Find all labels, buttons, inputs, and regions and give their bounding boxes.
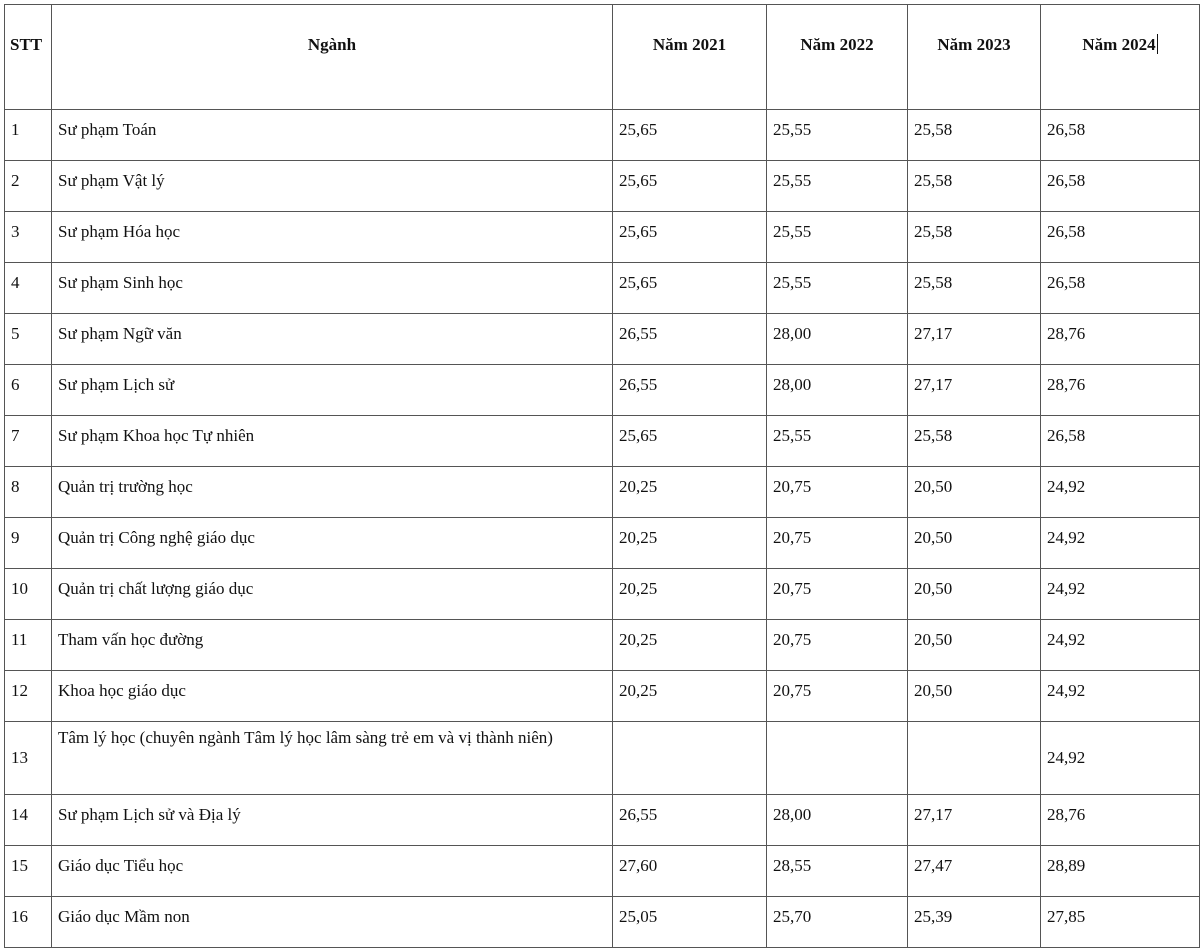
table-row bbox=[5, 467, 1200, 518]
cell-year-2024: 28,89 bbox=[1041, 846, 1200, 897]
cell-year-2023: 25,58 bbox=[908, 263, 1041, 314]
cell-nganh: Sư phạm Lịch sử và Địa lý bbox=[52, 795, 613, 846]
cell-year-2024: 24,92 bbox=[1041, 518, 1200, 569]
cell-year-2023: 27,47 bbox=[908, 846, 1041, 897]
cell-year-2024: 26,58 bbox=[1041, 263, 1200, 314]
table-row bbox=[5, 671, 1200, 722]
cell-year-2024: 28,76 bbox=[1041, 314, 1200, 365]
cell-nganh: Quản trị chất lượng giáo dục bbox=[52, 569, 613, 620]
cell-year-2022: 25,55 bbox=[767, 161, 908, 212]
cell-year-2024: 26,58 bbox=[1041, 212, 1200, 263]
cell-year-2021: 25,65 bbox=[613, 161, 767, 212]
cell-nganh: Giáo dục Tiểu học bbox=[52, 846, 613, 897]
cell-year-2022: 25,55 bbox=[767, 416, 908, 467]
cell-year-2021: 26,55 bbox=[613, 795, 767, 846]
cell-year-2022: 25,55 bbox=[767, 110, 908, 161]
cell-nganh: Sư phạm Hóa học bbox=[52, 212, 613, 263]
cell-stt: 11 bbox=[5, 620, 52, 671]
cell-year-2024: 28,76 bbox=[1041, 365, 1200, 416]
cell-year-2021: 26,55 bbox=[613, 365, 767, 416]
cell-year-2023: 20,50 bbox=[908, 620, 1041, 671]
cell-nganh: Sư phạm Lịch sử bbox=[52, 365, 613, 416]
cell-stt: 7 bbox=[5, 416, 52, 467]
cell-nganh: Tham vấn học đường bbox=[52, 620, 613, 671]
header-nganh: Ngành bbox=[52, 5, 613, 110]
cell-year-2022: 25,55 bbox=[767, 212, 908, 263]
cell-nganh: Sư phạm Khoa học Tự nhiên bbox=[52, 416, 613, 467]
cell-stt: 10 bbox=[5, 569, 52, 620]
cell-year-2022: 28,00 bbox=[767, 365, 908, 416]
cell-year-2021: 25,05 bbox=[613, 897, 767, 948]
cell-nganh: Sư phạm Sinh học bbox=[52, 263, 613, 314]
header-year-2022: Năm 2022 bbox=[767, 5, 908, 110]
table-row bbox=[5, 846, 1200, 897]
cell-year-2023: 25,39 bbox=[908, 897, 1041, 948]
cell-year-2024: 27,85 bbox=[1041, 897, 1200, 948]
cell-year-2024: 24,92 bbox=[1041, 569, 1200, 620]
cell-year-2024: 24,92 bbox=[1041, 722, 1200, 795]
cell-stt: 12 bbox=[5, 671, 52, 722]
cell-year-2024: 26,58 bbox=[1041, 110, 1200, 161]
cell-year-2023: 25,58 bbox=[908, 110, 1041, 161]
cell-year-2024: 24,92 bbox=[1041, 467, 1200, 518]
cell-year-2024: 24,92 bbox=[1041, 620, 1200, 671]
cell-year-2023: 20,50 bbox=[908, 569, 1041, 620]
cell-year-2022: 20,75 bbox=[767, 620, 908, 671]
table-row bbox=[5, 416, 1200, 467]
cell-year-2022: 28,55 bbox=[767, 846, 908, 897]
table-row bbox=[5, 569, 1200, 620]
table-row bbox=[5, 897, 1200, 948]
cell-year-2023: 20,50 bbox=[908, 467, 1041, 518]
cell-stt: 15 bbox=[5, 846, 52, 897]
header-stt: STT bbox=[5, 5, 52, 110]
cell-year-2023: 25,58 bbox=[908, 212, 1041, 263]
cell-year-2023: 20,50 bbox=[908, 518, 1041, 569]
cell-stt: 4 bbox=[5, 263, 52, 314]
cell-nganh: Sư phạm Ngữ văn bbox=[52, 314, 613, 365]
cell-stt: 9 bbox=[5, 518, 52, 569]
cell-year-2024: 26,58 bbox=[1041, 416, 1200, 467]
header-row bbox=[5, 5, 1200, 110]
cell-year-2023: 27,17 bbox=[908, 795, 1041, 846]
table-row bbox=[5, 365, 1200, 416]
cell-year-2021: 20,25 bbox=[613, 569, 767, 620]
cell-year-2023: 27,17 bbox=[908, 314, 1041, 365]
table-row bbox=[5, 620, 1200, 671]
cell-stt: 5 bbox=[5, 314, 52, 365]
table-row bbox=[5, 161, 1200, 212]
table-row bbox=[5, 212, 1200, 263]
cell-year-2021: 20,25 bbox=[613, 518, 767, 569]
cell-stt: 2 bbox=[5, 161, 52, 212]
cell-year-2022: 20,75 bbox=[767, 518, 908, 569]
cell-year-2022: 28,00 bbox=[767, 314, 908, 365]
table-row bbox=[5, 722, 1200, 795]
cell-stt: 6 bbox=[5, 365, 52, 416]
cell-stt: 8 bbox=[5, 467, 52, 518]
cell-year-2024: 28,76 bbox=[1041, 795, 1200, 846]
cell-nganh: Quản trị Công nghệ giáo dục bbox=[52, 518, 613, 569]
cell-year-2021: 20,25 bbox=[613, 620, 767, 671]
cell-year-2024: 24,92 bbox=[1041, 671, 1200, 722]
header-year-2023: Năm 2023 bbox=[908, 5, 1041, 110]
cell-year-2021: 25,65 bbox=[613, 263, 767, 314]
cell-year-2021: 27,60 bbox=[613, 846, 767, 897]
cell-year-2021: 20,25 bbox=[613, 467, 767, 518]
cell-year-2022: 28,00 bbox=[767, 795, 908, 846]
cell-year-2022: 20,75 bbox=[767, 671, 908, 722]
cell-stt: 3 bbox=[5, 212, 52, 263]
cell-year-2022: 20,75 bbox=[767, 467, 908, 518]
cell-year-2022: 20,75 bbox=[767, 569, 908, 620]
cell-year-2023: 20,50 bbox=[908, 671, 1041, 722]
cell-stt: 16 bbox=[5, 897, 52, 948]
table-row bbox=[5, 795, 1200, 846]
header-year-2024-label: Năm 2024 bbox=[1082, 35, 1156, 54]
cell-nganh: Sư phạm Vật lý bbox=[52, 161, 613, 212]
cell-year-2021 bbox=[613, 722, 767, 795]
cell-nganh: Giáo dục Mầm non bbox=[52, 897, 613, 948]
table-row bbox=[5, 110, 1200, 161]
cell-year-2023: 25,58 bbox=[908, 416, 1041, 467]
admission-scores-table bbox=[4, 4, 1200, 948]
cell-year-2021: 26,55 bbox=[613, 314, 767, 365]
cell-stt: 1 bbox=[5, 110, 52, 161]
cell-year-2022: 25,70 bbox=[767, 897, 908, 948]
cell-stt: 13 bbox=[5, 722, 52, 795]
cell-year-2021: 25,65 bbox=[613, 212, 767, 263]
cell-year-2021: 20,25 bbox=[613, 671, 767, 722]
text-cursor bbox=[1157, 34, 1158, 54]
cell-year-2024: 26,58 bbox=[1041, 161, 1200, 212]
table-row bbox=[5, 263, 1200, 314]
table-row bbox=[5, 314, 1200, 365]
cell-nganh: Khoa học giáo dục bbox=[52, 671, 613, 722]
cell-year-2021: 25,65 bbox=[613, 416, 767, 467]
header-year-2021: Năm 2021 bbox=[613, 5, 767, 110]
cell-year-2023 bbox=[908, 722, 1041, 795]
table-row bbox=[5, 518, 1200, 569]
header-year-2024[interactable] bbox=[1041, 5, 1200, 110]
table-body bbox=[5, 110, 1200, 948]
cell-year-2022 bbox=[767, 722, 908, 795]
cell-nganh: Sư phạm Toán bbox=[52, 110, 613, 161]
cell-year-2023: 27,17 bbox=[908, 365, 1041, 416]
cell-year-2022: 25,55 bbox=[767, 263, 908, 314]
cell-year-2023: 25,58 bbox=[908, 161, 1041, 212]
cell-stt: 14 bbox=[5, 795, 52, 846]
cell-nganh: Tâm lý học (chuyên ngành Tâm lý học lâm sàng trẻ em và vị thành niên) bbox=[52, 722, 613, 795]
cell-nganh: Quản trị trường học bbox=[52, 467, 613, 518]
cell-year-2021: 25,65 bbox=[613, 110, 767, 161]
